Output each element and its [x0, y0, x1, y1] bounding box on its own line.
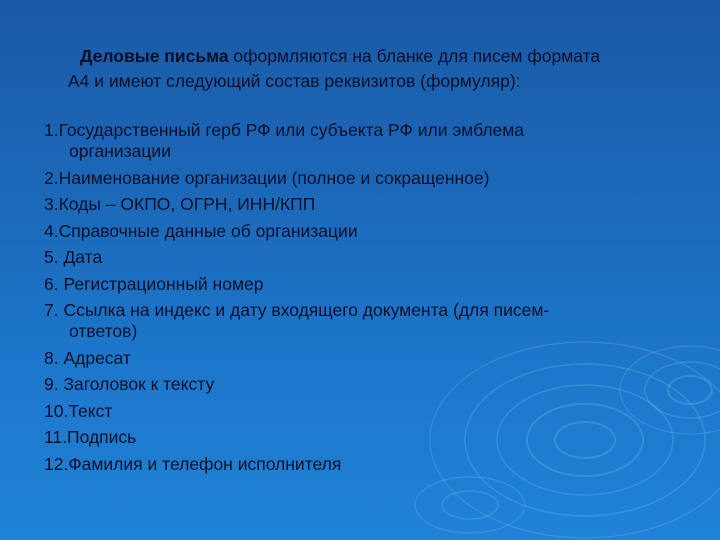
intro-line-1 [68, 44, 698, 69]
list-item [44, 194, 684, 215]
item-text: 9. Заголовок к тексту [44, 374, 215, 394]
item-text-continued: организации [69, 141, 171, 161]
item-text: 12.Фамилия и телефон исполнителя [44, 453, 342, 474]
item-text: 7. Ссылка на индекс и дату входящего документа (для писем- [44, 300, 550, 320]
list-item [44, 221, 684, 242]
list-item [44, 427, 684, 448]
intro-bold-term: Деловые письма [80, 46, 229, 66]
list-item [44, 454, 684, 475]
item-text: 1.Государственный герб РФ или субъекта РФ или эмблема [44, 120, 525, 140]
list-item [44, 401, 684, 422]
item-text: 3.Коды – ОКПО, ОГРН, ИНН/КПП [44, 194, 316, 214]
item-text: 10.Текст [44, 400, 113, 421]
list-item [44, 247, 684, 268]
item-text: 6. Регистрационный номер [44, 273, 264, 294]
intro-paragraph [68, 44, 698, 94]
item-text: 2.Наименование организации (полное и сокращенное) [44, 167, 490, 188]
list-item [44, 120, 684, 162]
item-text-continued: ответов) [69, 321, 138, 341]
list-item [44, 348, 684, 369]
list-item [44, 274, 684, 295]
intro-line-2: А4 и имеют следующий состав реквизитов (формуляр): [68, 71, 521, 91]
list-item [44, 374, 684, 395]
item-text: 4.Справочные данные об организации [44, 220, 358, 241]
item-text: 8. Адресат [44, 347, 131, 368]
item-text: 5. Дата [44, 247, 103, 267]
list-item [44, 168, 684, 189]
intro-rest-1: оформляются на бланке для писем формата [228, 46, 601, 66]
list-item [44, 300, 684, 342]
item-text: 11.Подпись [44, 427, 137, 447]
requisites-list [44, 120, 684, 480]
